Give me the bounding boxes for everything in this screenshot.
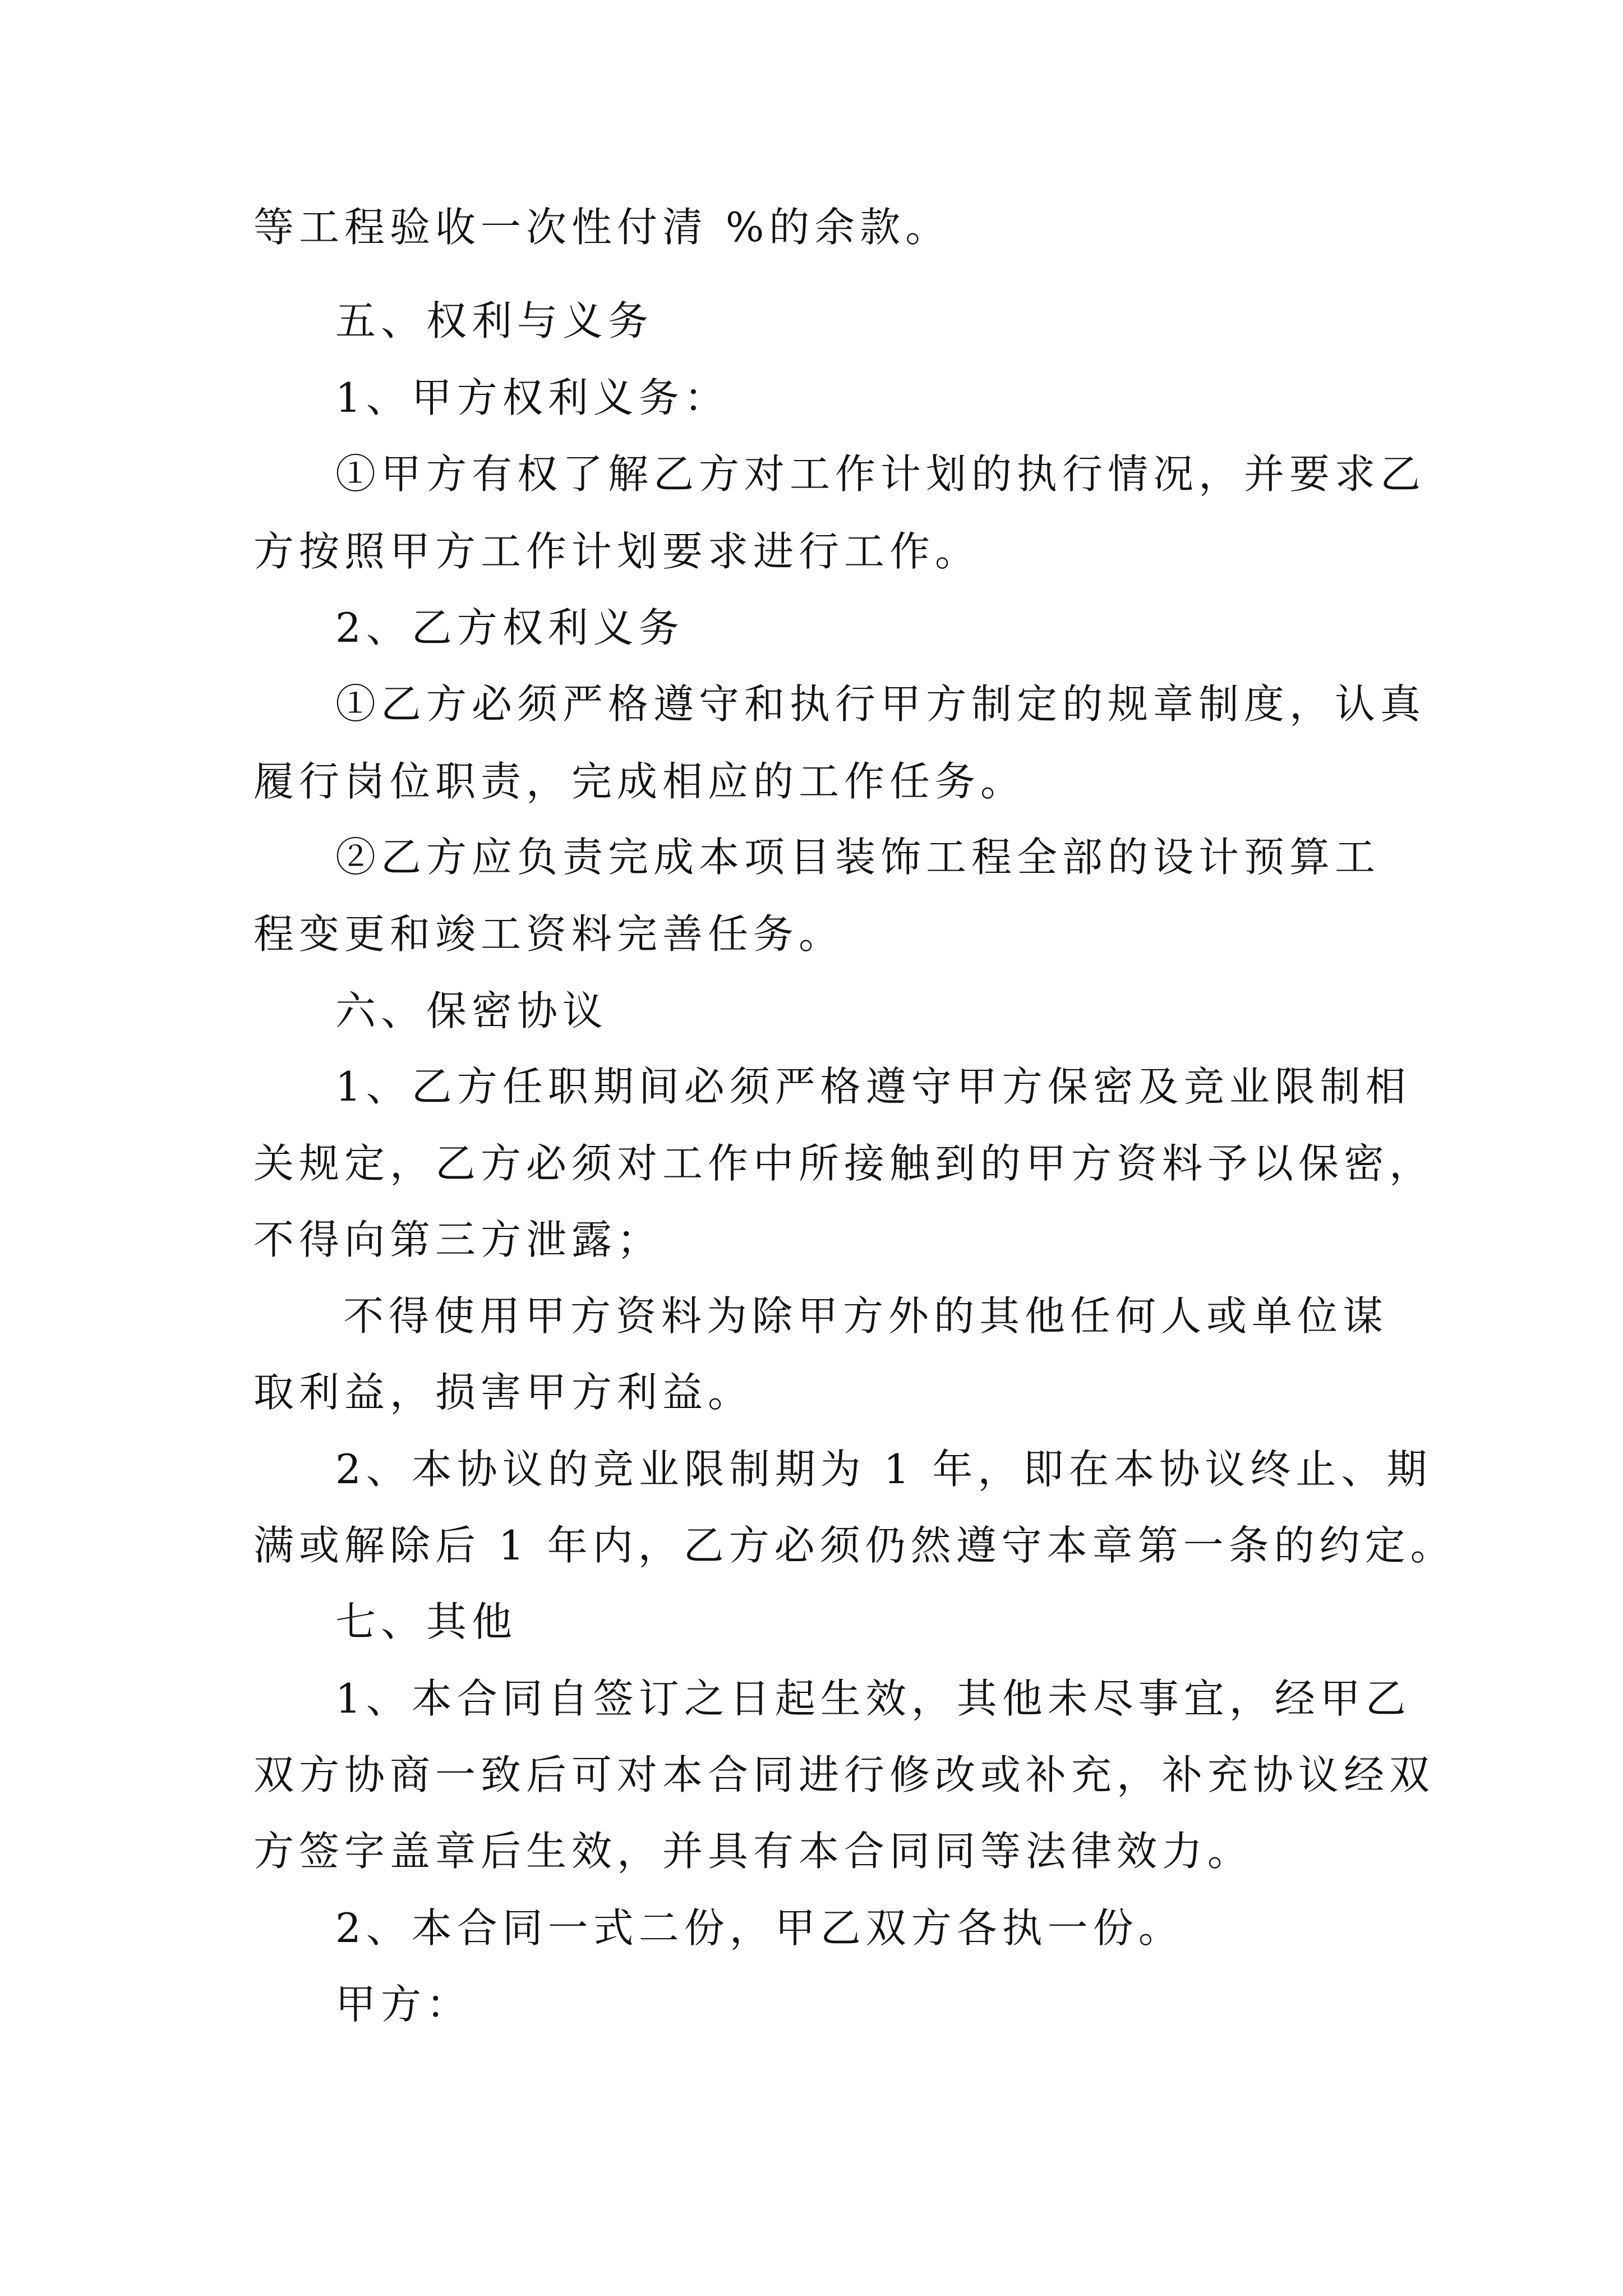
paragraph-line: 履行岗位职责，完成相应的工作任务。: [253, 758, 1026, 805]
subsection-heading: 2、乙方权利义务: [335, 604, 684, 651]
paragraph-line: 等工程验收一次性付清 %的余款。: [253, 204, 951, 251]
paragraph-line: 1、本合同自签订之日起生效，其他未尽事宜，经甲乙: [335, 1675, 1411, 1722]
section-heading: 七、其他: [335, 1598, 518, 1645]
paragraph-line: 2、本协议的竞业限制期为 1 年，即在本协议终止、期: [335, 1446, 1432, 1493]
paragraph-line: 满或解除后 1 年内，乙方必须仍然遵守本章第一条的约定。: [253, 1522, 1456, 1569]
paragraph-line: ①甲方有权了解乙方对工作计划的执行情况，并要求乙: [335, 450, 1426, 498]
subsection-heading: 1、甲方权利义务：: [335, 374, 730, 421]
paragraph-line: 1、乙方任职期间必须严格遵守甲方保密及竞业限制相: [335, 1063, 1411, 1110]
paragraph-line: 2、本合同一式二份，甲乙双方各执一份。: [335, 1904, 1184, 1952]
paragraph-line: 方签字盖章后生效，并具有本合同同等法律效力。: [253, 1828, 1253, 1875]
paragraph-line: 不得使用甲方资料为除甲方外的其他任何人或单位谋: [343, 1292, 1389, 1340]
paragraph-line: 方按照甲方工作计划要求进行工作。: [253, 528, 981, 575]
paragraph-line: 取利益，损害甲方利益。: [253, 1369, 754, 1416]
section-heading: 六、保密协议: [335, 987, 608, 1034]
paragraph-line: ②乙方应负责完成本项目装饰工程全部的设计预算工: [335, 834, 1381, 881]
section-heading: 五、权利与义务: [335, 297, 654, 344]
signature-label: 甲方：: [335, 1981, 472, 2028]
paragraph-line: 双方协商一致后可对本合同进行修改或补充，补充协议经双: [253, 1751, 1435, 1798]
paragraph-line: 程变更和竣工资料完善任务。: [253, 910, 845, 958]
paragraph-line: 关规定，乙方必须对工作中所接触到的甲方资料予以保密，: [253, 1140, 1435, 1187]
paragraph-line: ①乙方必须严格遵守和执行甲方制定的规章制度，认真: [335, 680, 1426, 728]
paragraph-line: 不得向第三方泄露；: [253, 1216, 663, 1263]
